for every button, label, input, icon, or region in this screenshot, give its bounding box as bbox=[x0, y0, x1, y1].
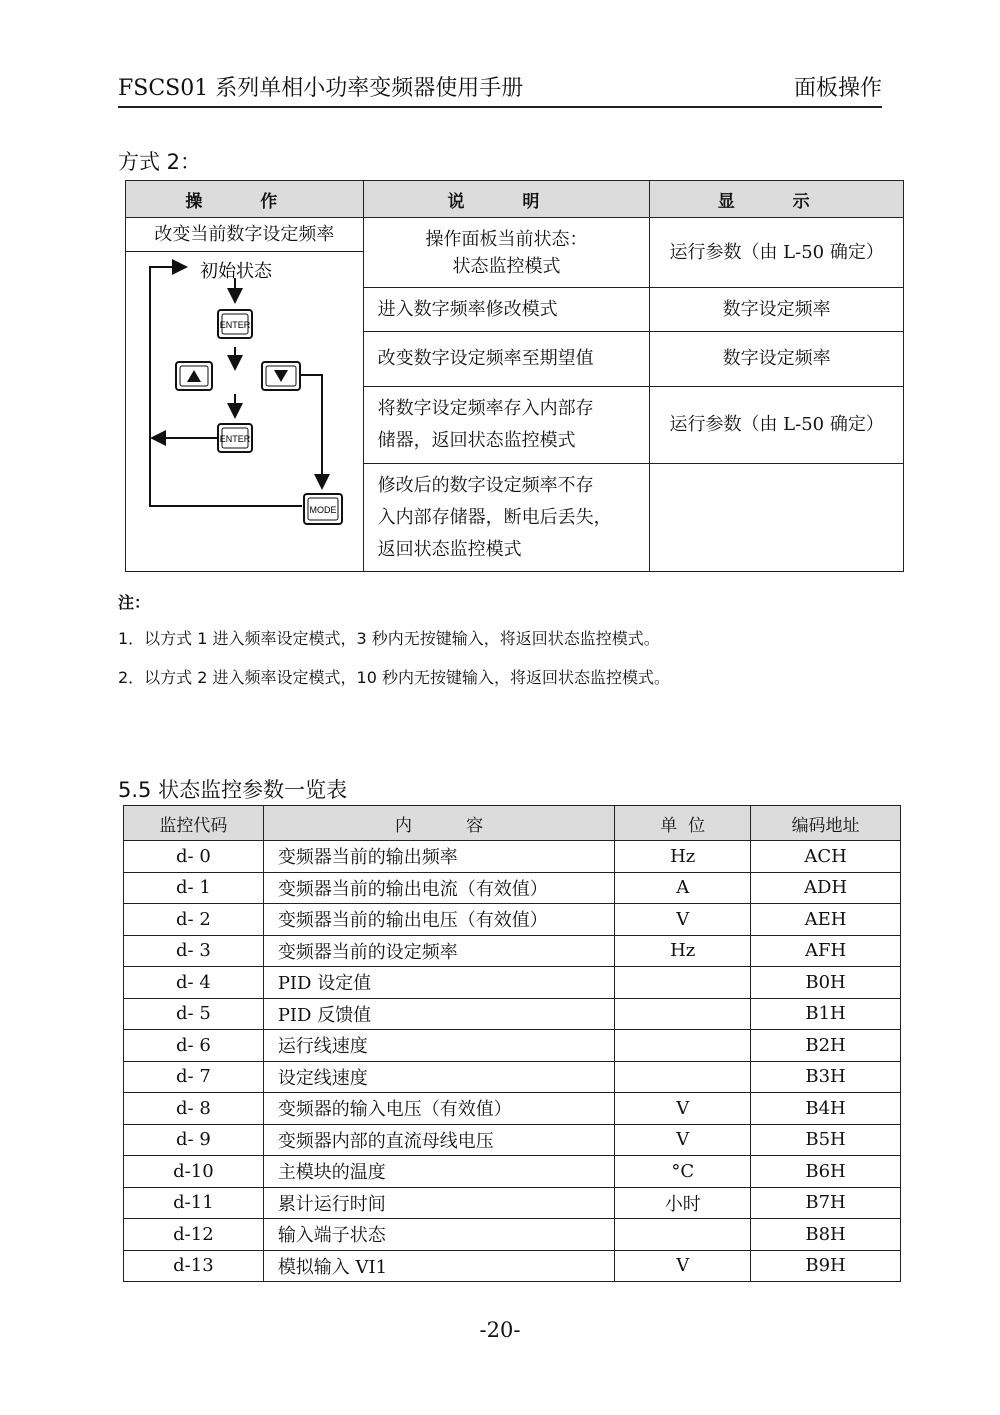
page-header bbox=[118, 74, 882, 108]
display-cell: 运行参数（由 L-50 确定） bbox=[650, 218, 904, 288]
monitor-code: d- 2 bbox=[124, 904, 264, 936]
content: 变频器内部的直流母线电压 bbox=[263, 1124, 614, 1156]
page-number: -20- bbox=[479, 1318, 521, 1342]
table-row bbox=[124, 1219, 901, 1251]
table-row bbox=[124, 841, 901, 873]
table-row bbox=[124, 904, 901, 936]
address: B7H bbox=[751, 1187, 901, 1219]
content: 主模块的温度 bbox=[263, 1156, 614, 1188]
operation-table bbox=[125, 180, 904, 572]
content: 模拟输入 VI1 bbox=[263, 1250, 614, 1282]
address: B1H bbox=[751, 998, 901, 1030]
monitor-param-table bbox=[123, 805, 901, 1282]
unit: Hz bbox=[615, 841, 751, 873]
first-operation: 改变当前数字设定频率 bbox=[126, 218, 364, 252]
monitor-code: d- 6 bbox=[124, 1030, 264, 1062]
header-display: 显 示 bbox=[650, 181, 904, 218]
unit: V bbox=[615, 1124, 751, 1156]
address: B0H bbox=[751, 967, 901, 999]
svg-text:ENTER: ENTER bbox=[219, 434, 251, 444]
notes-title: 注： bbox=[118, 593, 151, 612]
desc-cell: 将数字设定频率存入内部存 储器，返回状态监控模式 bbox=[363, 387, 650, 464]
table-row bbox=[124, 1030, 901, 1062]
note-item: 1．以方式 1 进入频率设定模式，3 秒内无按键输入，将返回状态监控模式。 bbox=[118, 629, 660, 648]
note-item: 2．以方式 2 进入频率设定模式，10 秒内无按键输入，将返回状态监控模式。 bbox=[118, 668, 670, 687]
content: 变频器当前的输出电流（有效值） bbox=[263, 872, 614, 904]
section-title: 5.5 状态监控参数一览表 bbox=[118, 778, 348, 802]
table-row bbox=[124, 1187, 901, 1219]
content: 运行线速度 bbox=[263, 1030, 614, 1062]
address: B5H bbox=[751, 1124, 901, 1156]
svg-text:ENTER: ENTER bbox=[219, 320, 251, 330]
address: AEH bbox=[751, 904, 901, 936]
table-row bbox=[124, 998, 901, 1030]
display-cell: 数字设定频率 bbox=[650, 288, 904, 332]
unit: °C bbox=[615, 1156, 751, 1188]
address: B6H bbox=[751, 1156, 901, 1188]
table-row bbox=[124, 935, 901, 967]
unit: A bbox=[615, 872, 751, 904]
desc-cell: 操作面板当前状态： 状态监控模式 bbox=[363, 218, 650, 288]
monitor-code: d- 4 bbox=[124, 967, 264, 999]
mode-key-icon bbox=[304, 494, 342, 524]
unit: V bbox=[615, 1093, 751, 1125]
header-code: 监控代码 bbox=[124, 806, 264, 841]
table-row bbox=[124, 1124, 901, 1156]
up-key-icon bbox=[176, 362, 212, 390]
table-row bbox=[124, 1250, 901, 1282]
content: 设定线速度 bbox=[263, 1061, 614, 1093]
unit bbox=[615, 967, 751, 999]
monitor-code: d- 3 bbox=[124, 935, 264, 967]
header-unit: 单 位 bbox=[615, 806, 751, 841]
monitor-code: d- 0 bbox=[124, 841, 264, 873]
address: AFH bbox=[751, 935, 901, 967]
address: B4H bbox=[751, 1093, 901, 1125]
display-cell: 运行参数（由 L-50 确定） bbox=[650, 387, 904, 464]
content: 变频器当前的输出电压（有效值） bbox=[263, 904, 614, 936]
table-row bbox=[124, 967, 901, 999]
content: 变频器的输入电压（有效值） bbox=[263, 1093, 614, 1125]
unit bbox=[615, 1061, 751, 1093]
manual-title: FSCS01 系列单相小功率变频器使用手册 bbox=[118, 76, 524, 101]
monitor-code: d- 1 bbox=[124, 872, 264, 904]
unit: Hz bbox=[615, 935, 751, 967]
header-description: 说 明 bbox=[363, 181, 650, 218]
table-row bbox=[124, 1156, 901, 1188]
desc-cell: 进入数字频率修改模式 bbox=[363, 288, 650, 332]
monitor-code: d- 5 bbox=[124, 998, 264, 1030]
unit: V bbox=[615, 1250, 751, 1282]
table-row bbox=[124, 1061, 901, 1093]
enter-key-icon bbox=[218, 424, 252, 452]
unit: 小时 bbox=[615, 1187, 751, 1219]
chapter-title: 面板操作 bbox=[793, 76, 882, 101]
address: B3H bbox=[751, 1061, 901, 1093]
table-row bbox=[124, 872, 901, 904]
unit: V bbox=[615, 904, 751, 936]
address: B9H bbox=[751, 1250, 901, 1282]
header-operation: 操 作 bbox=[126, 181, 364, 218]
enter-key-icon bbox=[218, 310, 252, 338]
address: B8H bbox=[751, 1219, 901, 1251]
content: 变频器当前的设定频率 bbox=[263, 935, 614, 967]
unit bbox=[615, 1030, 751, 1062]
display-cell: 数字设定频率 bbox=[650, 332, 904, 387]
monitor-code: d-10 bbox=[124, 1156, 264, 1188]
monitor-code: d- 7 bbox=[124, 1061, 264, 1093]
method-title: 方式 2： bbox=[118, 150, 202, 174]
unit bbox=[615, 1219, 751, 1251]
content: 变频器当前的输出频率 bbox=[263, 841, 614, 873]
initial-state-label: 初始状态 bbox=[200, 261, 272, 282]
table-row bbox=[124, 1093, 901, 1125]
unit bbox=[615, 998, 751, 1030]
monitor-code: d- 9 bbox=[124, 1124, 264, 1156]
content: PID 反馈值 bbox=[263, 998, 614, 1030]
address: ADH bbox=[751, 872, 901, 904]
monitor-code: d-12 bbox=[124, 1219, 264, 1251]
monitor-code: d-11 bbox=[124, 1187, 264, 1219]
address: ACH bbox=[751, 841, 901, 873]
desc-cell: 改变数字设定频率至期望值 bbox=[363, 332, 650, 387]
address: B2H bbox=[751, 1030, 901, 1062]
flow-svg bbox=[126, 252, 364, 568]
content: 输入端子状态 bbox=[263, 1219, 614, 1251]
key-flow-diagram bbox=[126, 252, 364, 572]
header-content: 内 容 bbox=[263, 806, 614, 841]
content: PID 设定值 bbox=[263, 967, 614, 999]
content: 累计运行时间 bbox=[263, 1187, 614, 1219]
monitor-code: d- 8 bbox=[124, 1093, 264, 1125]
svg-text:MODE: MODE bbox=[309, 505, 337, 515]
monitor-code: d-13 bbox=[124, 1250, 264, 1282]
display-cell bbox=[650, 464, 904, 572]
header-address: 编码地址 bbox=[751, 806, 901, 841]
desc-cell: 修改后的数字设定频率不存 入内部存储器，断电后丢失， 返回状态监控模式 bbox=[363, 464, 650, 572]
down-key-icon bbox=[262, 362, 300, 390]
